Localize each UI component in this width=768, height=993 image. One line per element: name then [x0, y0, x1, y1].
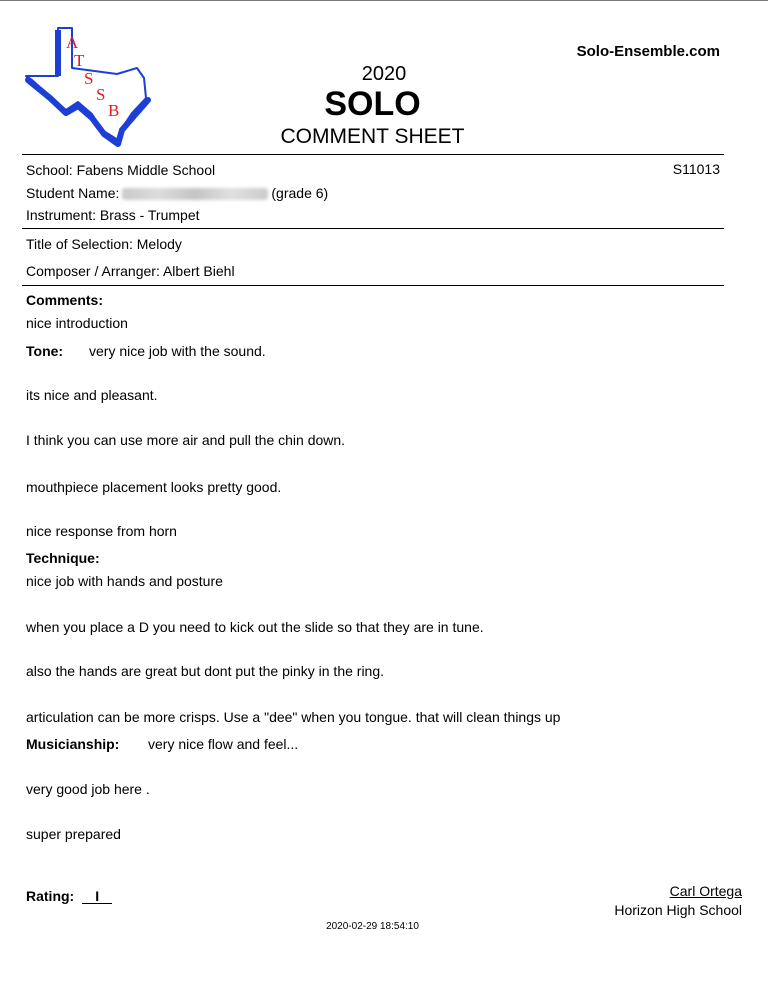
technique-label: Technique:: [26, 550, 100, 566]
redacted-name: [122, 188, 268, 200]
page-top-border: [0, 0, 768, 1]
rating-value: I: [82, 889, 112, 904]
technique-comment: when you place a D you need to kick out the slide so that they are in tune.: [26, 619, 484, 635]
school-label: School:: [26, 162, 73, 178]
student-name-line: [26, 185, 328, 202]
composer-label: Composer / Arranger:: [26, 263, 160, 279]
tone-comment: mouthpiece placement looks pretty good.: [26, 479, 282, 495]
tone-comment: its nice and pleasant.: [26, 387, 158, 403]
divider: [22, 228, 724, 229]
sheet-title: COMMENT SHEET: [280, 125, 465, 148]
technique-comment: nice job with hands and posture: [26, 573, 223, 589]
divider: [22, 285, 724, 286]
divider: [22, 154, 724, 155]
rating-label: Rating:: [26, 888, 75, 904]
school-value: Fabens Middle School: [76, 162, 216, 178]
tone-comment: I think you can use more air and pull the chin down.: [26, 432, 346, 448]
instrument-value: Brass - Trumpet: [99, 207, 200, 223]
comments-heading: Comments:: [26, 292, 104, 308]
musicianship-comment: super prepared: [26, 826, 121, 842]
tone-comment: very nice job with the sound.: [89, 343, 266, 359]
instrument-label: Instrument:: [26, 207, 97, 223]
musicianship-label: Musicianship:: [26, 736, 120, 752]
instrument-line: [26, 207, 200, 224]
site-name: Solo-Ensemble.com: [576, 43, 720, 60]
student-name-label: Student Name:: [26, 185, 120, 201]
event-title: SOLO: [324, 85, 421, 123]
school-line: [26, 162, 215, 179]
logo-letter-t: T: [74, 51, 85, 70]
logo-letter-b: B: [108, 101, 120, 120]
technique-comment: also the hands are great but dont put the pinky in the ring.: [26, 663, 385, 679]
title-line: [26, 236, 182, 253]
composer-value: Albert Biehl: [162, 263, 235, 279]
title-value: Melody: [136, 236, 182, 252]
logo-letter-s2: S: [96, 85, 106, 104]
comment-intro: nice introduction: [26, 315, 128, 331]
timestamp: 2020-02-29 18:54:10: [326, 921, 419, 932]
entry-id: S11013: [672, 161, 720, 177]
rating-line: [26, 888, 112, 905]
judge-school: Horizon High School: [614, 902, 742, 918]
grade-value: (grade 6): [271, 185, 329, 201]
musicianship-comment: very nice flow and feel...: [148, 736, 299, 752]
logo-letter-a: A: [66, 33, 79, 52]
composer-line: [26, 263, 235, 280]
logo-letter-s1: S: [84, 69, 94, 88]
musicianship-comment: very good job here .: [26, 781, 150, 797]
technique-comment: articulation can be more crisps. Use a "dee" when you tongue. that will clean things up: [26, 709, 561, 725]
tone-comment: nice response from horn: [26, 523, 177, 539]
tone-label: Tone:: [26, 343, 64, 359]
title-label: Title of Selection:: [26, 236, 133, 252]
year: 2020: [361, 63, 407, 85]
judge-name: Carl Ortega: [669, 883, 742, 899]
